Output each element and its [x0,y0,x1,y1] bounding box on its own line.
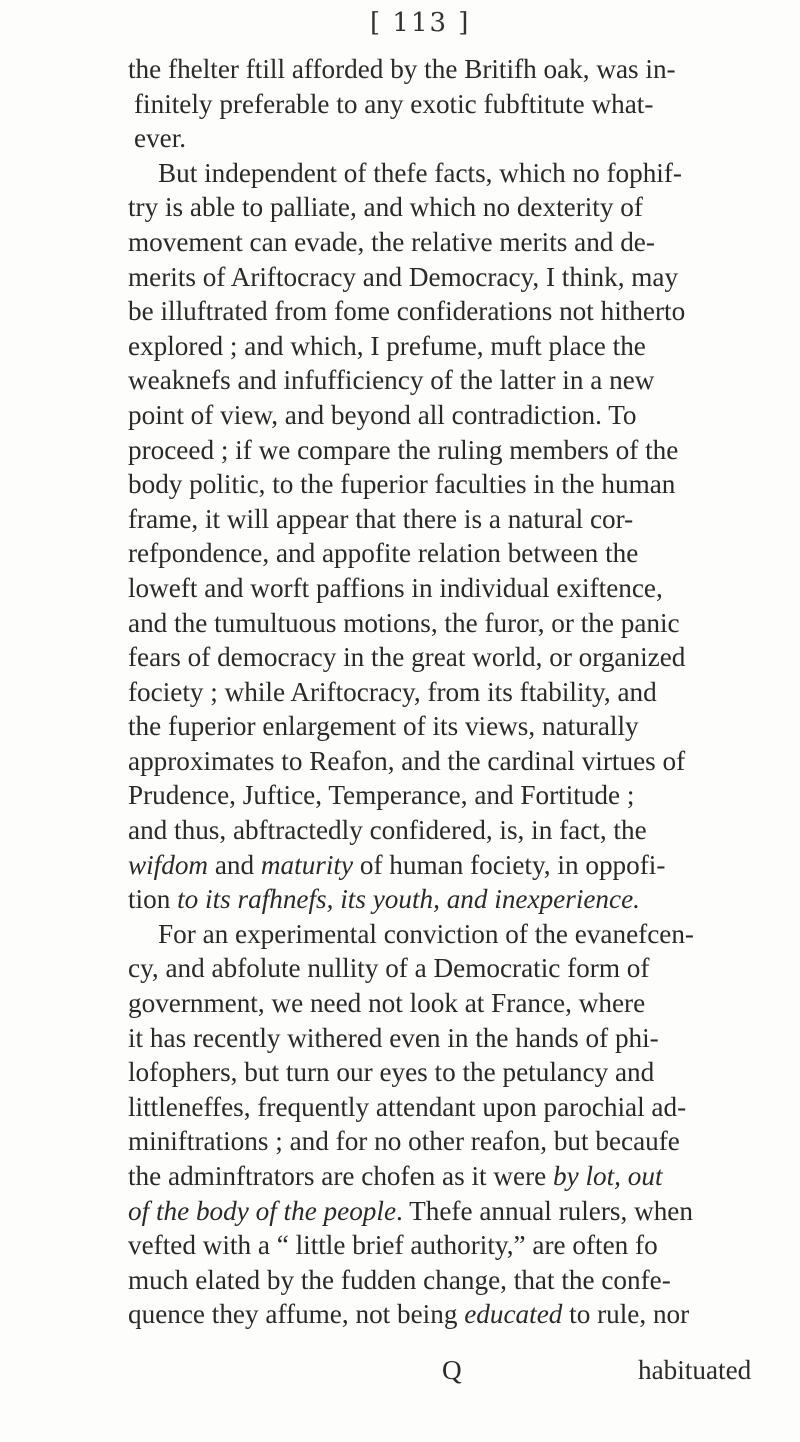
text-line: For an experimental conviction of the evanefcen- [158,918,694,949]
italic-educated: educated [464,1299,563,1330]
text-line-mixed: quence they affume, not being educated to rule, nor [128,1299,690,1330]
text-line: fears of democracy in the great world, or organized [128,642,686,673]
body-text [128,52,750,1332]
italic-body-of-people: of the body of the people [128,1195,397,1226]
text-line: point of view, and beyond all contradiction. To [128,399,637,430]
page-number: [ 113 ] [370,8,471,38]
text-line: much elated by the fudden change, that the confe- [128,1264,671,1295]
text-line: be illuftrated from fome confiderations not hitherto [128,296,686,327]
text-line: and thus, abftractedly confidered, is, in fact, the [128,815,647,846]
text-line: cy, and abfolute nullity of a Democratic form of [128,953,650,984]
text-line: and the tumultuous motions, the furor, or the panic [128,607,680,638]
text-line: weaknefs and infufficiency of the latter in a new [128,365,655,396]
text-line-mixed: wifdom and maturity of human fociety, in oppofi- [128,849,666,880]
text-line: vefted with a “ little brief authority,” are often fo [128,1230,658,1261]
text-line: But independent of thefe facts, which no fophif- [158,157,682,188]
text-line: merits of Ariftocracy and Democracy, I think, may [128,261,679,292]
text-line: government, we need not look at France, where [128,988,646,1019]
text-line: proceed ; if we compare the ruling members of the [128,434,679,465]
text-line: try is able to palliate, and which no dexterity of [128,192,643,223]
text-line: Prudence, Juftice, Temperance, and Fortitude ; [128,780,635,811]
text-line: frame, it will appear that there is a natural cor- [128,503,634,534]
italic-maturity: maturity [260,849,354,880]
text-line-mixed: of the body of the people. Thefe annual rulers, when [128,1195,693,1226]
text-line: the fhelter ftill afforded by the Britifh oak, was in- [128,54,676,84]
text-line: lofophers, but turn our eyes to the petulancy and [128,1057,655,1088]
text-line: it has recently withered even in the hands of phi- [128,1022,659,1053]
italic-wisdom: wifdom [128,849,209,880]
text-line: the fuperior enlargement of its views, naturally [128,711,639,742]
text-line: ever. [134,123,187,154]
text-line: littleneffes, frequently attendant upon parochial ad- [128,1091,687,1122]
text-line: fociety ; while Ariftocracy, from its ftability, and [128,676,657,707]
text-line: movement can evade, the relative merits and de- [128,226,655,257]
italic-rashness: to its rafhnefs, its youth, and inexperience. [177,884,640,915]
text-line: miniftrations ; and for no other reafon, but becaufe [128,1126,680,1157]
text-line: body politic, to the fuperior faculties in the human [128,469,676,500]
text-line: refpondence, and appofite relation between the [128,538,639,569]
text-line: approximates to Reafon, and the cardinal virtues of [128,745,686,776]
catchword: habituated [638,1355,752,1385]
italic-by-lot: by lot, out [553,1161,663,1191]
text-line: finitely preferable to any exotic fubftitute what- [134,88,654,119]
text-line: explored ; and which, I prefume, muft place the [128,330,646,361]
text-line-mixed: tion to its rafhnefs, its youth, and inexperience. [128,884,640,915]
signature-mark: Q [442,1355,462,1385]
text-line-mixed: the adminftrators are chofen as it were by lot, out [128,1161,663,1191]
text-line: loweft and worft paffions in individual exiftence, [128,572,663,603]
